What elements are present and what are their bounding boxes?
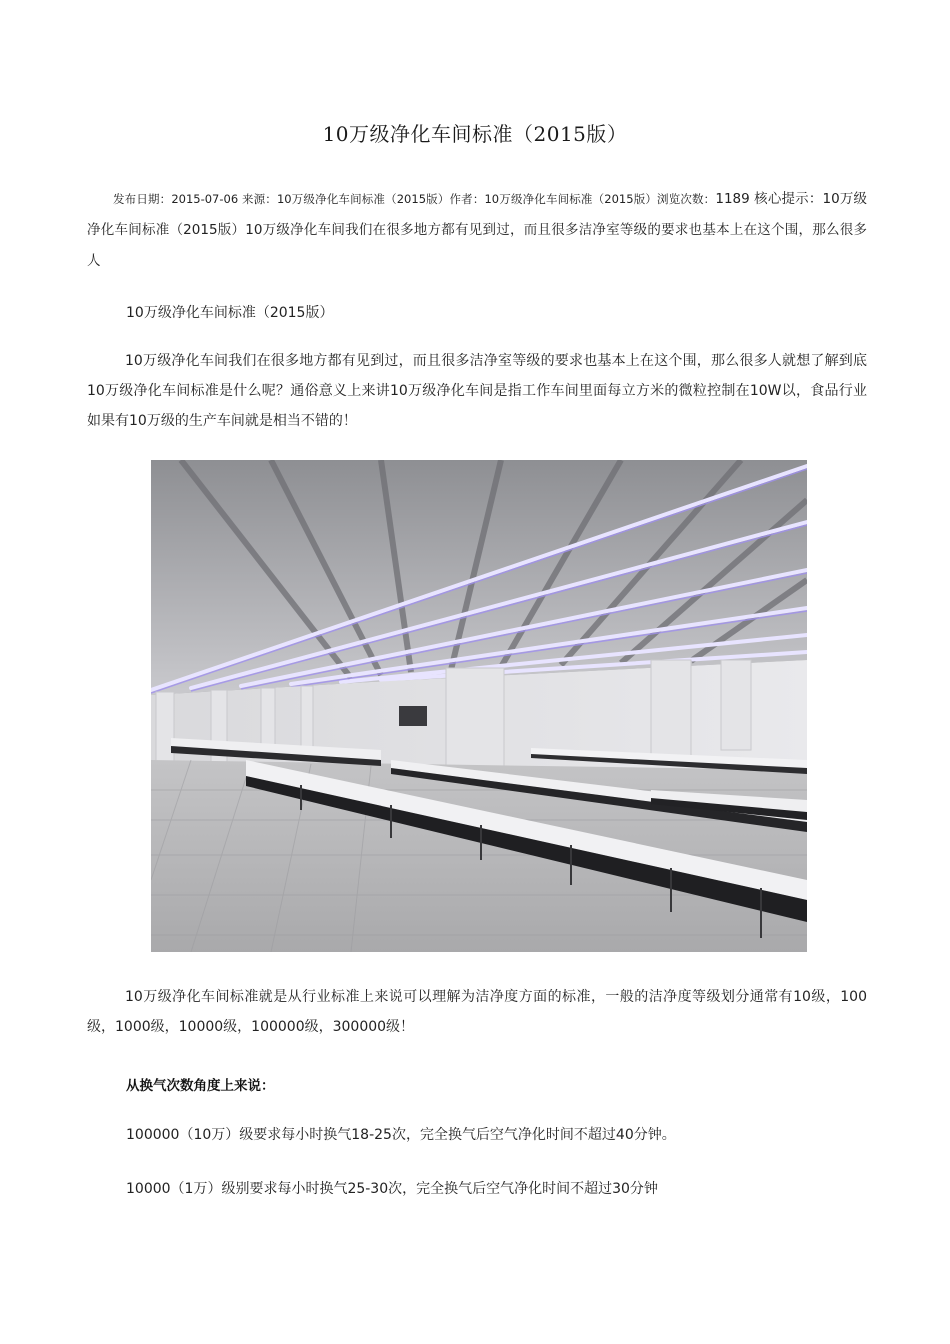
list-item-100000: 100000（10万）级要求每小时换气18-25次，完全换气后空气净化时间不超过40分钟。 xyxy=(126,1127,676,1143)
meta-publish-info: 发布日期：2015-07-06 来源：10万级净化车间标准（2015版）作者：10万级净化车间标准（2015版）浏览次数： xyxy=(113,192,716,206)
section-heading: 从换气次数角度上来说： xyxy=(126,1078,275,1094)
paragraph-standards: 10万级净化车间标准就是从行业标准上来说可以理解为洁净度方面的标准，一般的洁净度等级划分通常有10级，100级，1000级，10000级，100000级，300000级！ xyxy=(87,989,867,1035)
article-meta xyxy=(87,184,867,277)
subtitle-line: 10万级净化车间标准（2015版） xyxy=(126,305,334,321)
cleanroom-photo xyxy=(151,460,807,952)
list-item-10000: 10000（1万）级别要求每小时换气25-30次，完全换气后空气净化时间不超过30分钟 xyxy=(126,1181,658,1197)
meta-summary: 1189 核心提示：10万级净化车间标准（2015版）10万级净化车间我们在很多地方都有见到过，而且很多洁净室等级的要求也基本上在这个围，那么很多人 xyxy=(87,191,867,269)
page-title: 10万级净化车间标准（2015版） xyxy=(322,122,628,146)
cleanroom-illustration xyxy=(151,460,807,952)
paragraph-intro: 10万级净化车间我们在很多地方都有见到过，而且很多洁净室等级的要求也基本上在这个围，那么很多人就想了解到底10万级净化车间标准是什么呢？通俗意义上来讲10万级净化车间是指工作车间里面每立方米的微粒控制在10W以，食品行业如果有10万级的生产车间就是相当不错的！ xyxy=(87,353,867,429)
